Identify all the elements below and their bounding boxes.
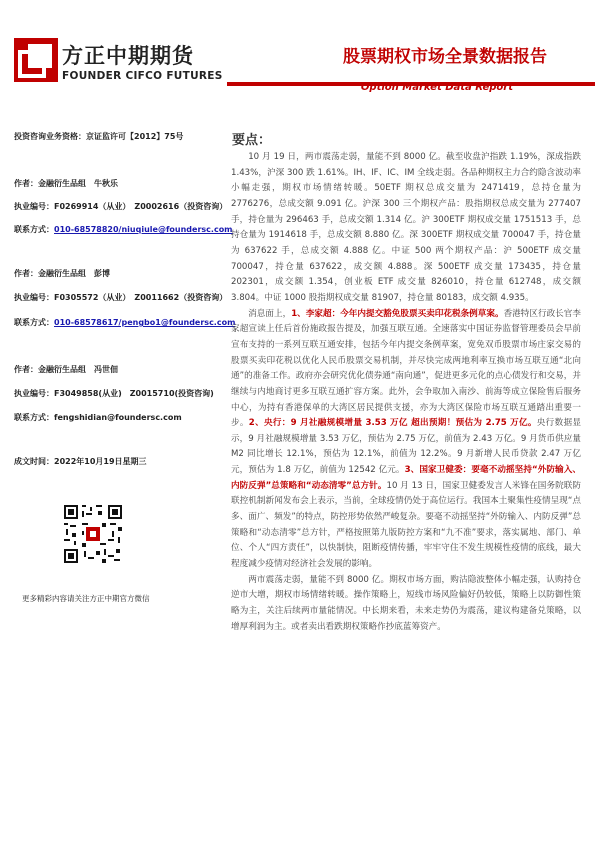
key-points-title: 要点： bbox=[232, 133, 272, 148]
wechat-qr-code-icon bbox=[64, 505, 122, 563]
news-detail: 10 月 13 日，国家卫健委发言人米锋在国务院联防联控机制新闻发布会上表示，当前，全球疫情仍处于高位运行。我国本土聚集性疫情呈现“点多、面广、频发”的特点，防控形势依然严峻复杂。要毫不动摇坚持“外防输入、内防反弹”总策略和“动态清零”总方针，严格按照第九版防控方案和“九不准”要求，落实属地、部门、单位、个人“四方责任”，以快制快，阻断疫情传播，牢牢守住不发生规模性疫情的底线，最大程度减少疫情对经济社会发展的影响。 bbox=[231, 480, 581, 570]
news-headline: 1、李家超：今年内提交豁免股票买卖印花税条例草案。 bbox=[291, 308, 504, 319]
news-paragraph bbox=[231, 307, 581, 573]
news-detail: 央行数据显示，9 月社融规模增量 3.53 万亿，预估为 2.75 万亿，前值为 2.43 万亿。9 月货币供应量 M2 同比增长 12.1%，预估为 12.1%，前值为 12.2%。9 月新增人民币贷款 2.47 万亿元，预估为 1.8 万亿，前值为 12542 亿元。 bbox=[231, 418, 581, 476]
news-intro: 消息面上， bbox=[248, 308, 292, 319]
author-name: 作者：金融衍生品组 彭博 bbox=[14, 269, 110, 278]
contact-label: 联系方式： bbox=[14, 413, 54, 422]
author-contact bbox=[14, 317, 235, 328]
author-license: 执业编号：F0269914（从业） Z0002616（投资咨询） bbox=[14, 202, 228, 211]
qr-caption: 更多精彩内容请关注方正中期官方微信 bbox=[22, 594, 150, 603]
author-license: 执业编号：F3049858(从业) Z0015710(投资咨询) bbox=[14, 389, 214, 398]
qualification-text: 投资咨询业务资格：京证监许可【2012】75号 bbox=[14, 132, 184, 141]
author-name: 作者：金融衍生品组 牛秋乐 bbox=[14, 179, 118, 188]
news-headline: 2、央行：9 月社融规模增量 3.53 万亿 超出预期！预估为 2.75 万亿。 bbox=[248, 418, 537, 429]
contact-text: fengshidian@foundersc.com bbox=[54, 413, 182, 422]
strategy-paragraph: 两市震荡走弱，量能不到 8000 亿。期权市场方面，购沽隐波整体小幅走强，认购持仓逆市大增，期权市场情绪转暖。操作策略上，短线市场风险偏好仍较低，策略上以防御性策略为主，关注后续两市量能情况。中长期来看，未来走势仍为震荡，建议构建备兑策略，以增厚利润为主。或者卖出看跌期权策略作抄底蓝筹资产。 bbox=[231, 574, 581, 632]
author-name: 作者：金融衍生品组 冯世佃 bbox=[14, 365, 118, 374]
author-contact bbox=[14, 412, 182, 423]
market-summary-paragraph: 10 月 19 日，两市震荡走弱，量能不到 8000 亿。截至收盘沪指跌 1.19%，深成指跌 1.43%，沪深 300 跌 1.61%。IH、IF、IC、IM 全线走弱。各品种期权主力合约隐含波动率小幅走强，期权市场情绪转暖。50ETF 期权总成交量为 2471419，总持仓量为 2776276，总成交额 9.091 亿。沪深 300 三个期权产品：股指期权总成交量为 277407 手，持仓量为 296463 手，总成交额 1.314 亿。沪 300ETF 期权成交量 1751513 手，总持仓量为 1914618 手，总成交额 8.880 亿。深 300ETF 期权成交量 700047 手，持仓量为 637622 手，总成交额 4.888 亿。中证 500 两个期权产品：沪 500ETF 成交量 700047，持仓量 637622，成交额 4.888。深 500ETF 成交量 173435，持仓量 202301，成交额 1.354，创业板 ETF 成交量 826010，持仓量 612748，成交额 3.804。中证 1000 股指期权成交量 81907，持仓量 80183，成交额 4.935。 bbox=[231, 152, 581, 303]
brand-name-cn: 方正中期期货 bbox=[62, 44, 194, 68]
news-headline: 3、国家卫健委：要毫不动摇坚持“外防输入、内防反弹”总策略和“动态清零”总方针。 bbox=[231, 465, 581, 491]
contact-link[interactable]: 010-68578617/pengbo1@foundersc.com bbox=[54, 318, 236, 327]
founder-logo-icon bbox=[14, 38, 58, 82]
contact-label: 联系方式： bbox=[14, 225, 54, 234]
contact-link[interactable]: 010-68578820/niuqiule@foundersc.com bbox=[54, 225, 233, 234]
report-body bbox=[231, 150, 581, 635]
report-date: 成文时间：2022年10月19日星期三 bbox=[14, 457, 147, 466]
brand-name-en: FOUNDER CIFCO FUTURES bbox=[62, 70, 223, 82]
report-subtitle: Option Market Data Report bbox=[360, 82, 513, 93]
author-license: 执业编号：F0305572（从业） Z0011662（投资咨询） bbox=[14, 293, 228, 302]
contact-label: 联系方式： bbox=[14, 318, 54, 327]
author-contact bbox=[14, 224, 233, 235]
news-detail: 香港特区行政长官李家超宣读上任后首份施政报告提及，加强互联互通。全速落实中国证券监督管理委员会早前宣布支持的一系列互联互通安排，包括今年内提交条例草案，宽免双币股票市场庄家交易的股票买卖印花税以优化人民币股票交易机制，并尽快完成两地利率互换市场互联互通“北向通”的准备工作。政府亦会研究优化债券通“南向通”，促进更多元化的点心债发行和交易，并继续与内地商讨更多互联互通扩容方案。此外，会争取加入南沙、前海等成立保险售后服务中心，为持有香港保单的大湾区居民提供支援，亦为大湾区保险市场互联互通踏出重要一步。 bbox=[231, 308, 581, 429]
report-title: 股票期权市场全景数据报告 bbox=[343, 47, 547, 67]
